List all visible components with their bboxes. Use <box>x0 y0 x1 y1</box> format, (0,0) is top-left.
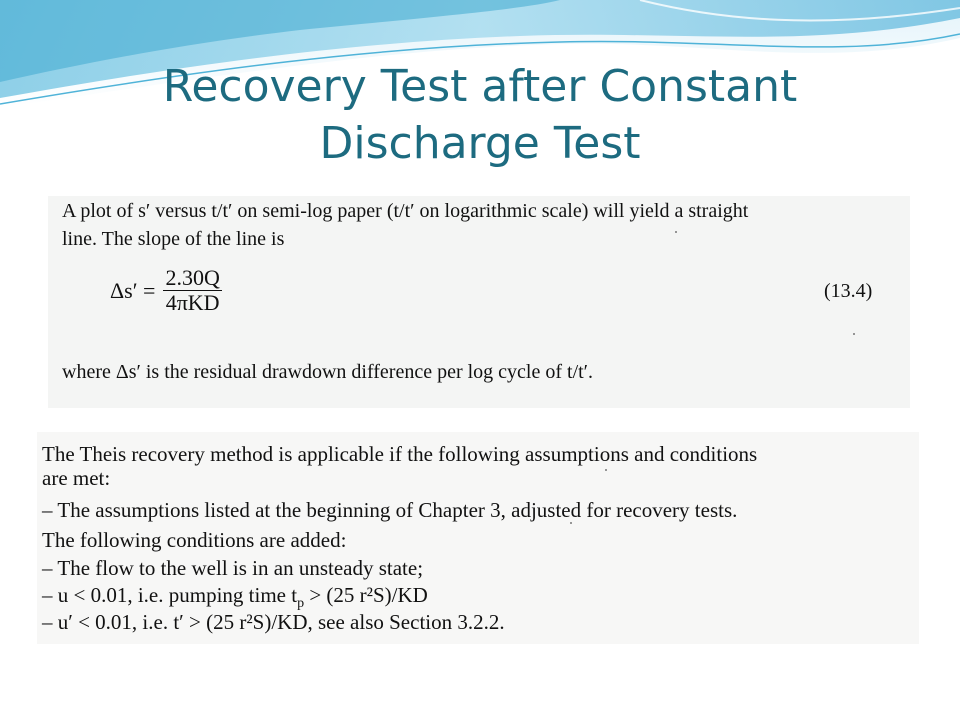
equation-13-4 <box>110 266 222 315</box>
excerpt2-line-7: – u′ < 0.01, i.e. t′ > (25 r²S)/KD, see also Section 3.2.2. <box>42 610 505 634</box>
scan-speck <box>605 469 607 471</box>
scan-speck <box>570 522 572 524</box>
excerpt1-line-3: where Δs′ is the residual drawdown difference per log cycle of t/t′. <box>62 361 594 383</box>
excerpt1-line-2: line. The slope of the line is <box>62 228 285 250</box>
excerpt2-line-5: – The flow to the well is in an unsteady state; <box>42 556 424 580</box>
scan-speck <box>675 231 677 233</box>
excerpt-theis-conditions <box>37 432 919 644</box>
slide-title <box>0 58 960 172</box>
excerpt-semilog-plot <box>48 196 910 408</box>
title-line-2: Discharge Test <box>319 118 641 169</box>
line6-pre: – u < 0.01, i.e. pumping time t <box>42 583 298 607</box>
excerpt2-line-3: – The assumptions listed at the beginning of Chapter 3, adjusted for recovery tests. <box>42 498 738 522</box>
title-line-1: Recovery Test after Constant <box>162 61 798 112</box>
formula-denominator: 4πKD <box>165 290 220 315</box>
formula-fraction <box>163 266 221 315</box>
line6-post: > (25 r²S)/KD <box>304 583 428 607</box>
formula-lhs: Δs′ = <box>110 277 156 303</box>
line6-subscript: p <box>297 596 305 612</box>
excerpt2-line-2: are met: <box>42 466 111 490</box>
equation-number: (13.4) <box>824 280 873 302</box>
excerpt2-line-1: The Theis recovery method is applicable if the following assumptions and conditions <box>42 442 758 466</box>
formula-numerator: 2.30Q <box>165 265 220 290</box>
excerpt2-line-6 <box>42 583 428 612</box>
excerpt2-line-4: The following conditions are added: <box>42 528 347 552</box>
scan-speck <box>853 333 855 335</box>
excerpt1-line-1: A plot of s′ versus t/t′ on semi-log paper (t/t′ on logarithmic scale) will yield a straight <box>62 200 749 222</box>
